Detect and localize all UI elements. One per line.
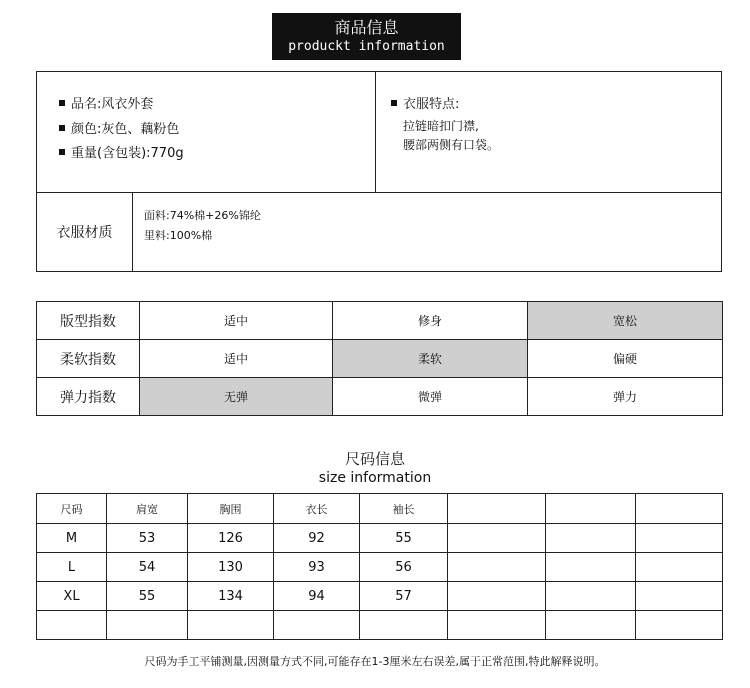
features-title: 衣服特点: xyxy=(391,97,459,113)
size-table-header xyxy=(37,494,723,524)
index-option: 适中 xyxy=(140,302,333,340)
index-option-selected: 宽松 xyxy=(528,302,723,340)
size-header-cell: 衣长 xyxy=(274,494,360,524)
divider xyxy=(375,72,376,192)
bullet-icon xyxy=(59,149,65,155)
size-cell xyxy=(546,611,636,640)
size-cell: 56 xyxy=(360,553,448,582)
size-cell xyxy=(448,582,546,611)
info-bullet-color: 颜色:灰色、藕粉色 xyxy=(59,122,179,138)
header-title-cn: 商品信息 xyxy=(334,18,399,37)
size-title-cn: 尺码信息 xyxy=(344,450,405,468)
index-option: 适中 xyxy=(140,340,333,378)
size-cell: 93 xyxy=(274,553,360,582)
product-info-box xyxy=(36,71,722,272)
table-row xyxy=(37,524,723,553)
size-header-cell xyxy=(546,494,636,524)
size-cell xyxy=(546,553,636,582)
size-cell: 55 xyxy=(107,582,188,611)
material-label: 衣服材质 xyxy=(56,225,113,241)
bullet-icon xyxy=(59,100,65,106)
info-bullet-name: 品名:风衣外套 xyxy=(59,97,153,113)
table-row xyxy=(37,582,723,611)
index-row-label: 版型指数 xyxy=(37,302,140,340)
material-line: 里料:100%棉 xyxy=(144,229,213,242)
size-cell: M xyxy=(37,524,107,553)
size-cell: 54 xyxy=(107,553,188,582)
size-header-cell xyxy=(636,494,723,524)
index-row xyxy=(37,378,723,416)
index-option-selected: 柔软 xyxy=(333,340,528,378)
size-cell xyxy=(107,611,188,640)
material-line: 面料:74%棉+26%锦纶 xyxy=(144,209,261,222)
header-title-en: produckt information xyxy=(288,39,445,54)
size-cell xyxy=(636,553,723,582)
size-cell xyxy=(546,582,636,611)
size-cell xyxy=(448,611,546,640)
size-header-cell: 袖长 xyxy=(360,494,448,524)
size-header-cell: 胸围 xyxy=(188,494,274,524)
size-cell xyxy=(448,524,546,553)
size-cell: XL xyxy=(37,582,107,611)
section-header xyxy=(272,13,461,60)
index-option-selected: 无弹 xyxy=(140,378,333,416)
size-cell xyxy=(636,524,723,553)
size-cell xyxy=(360,611,448,640)
size-cell: 130 xyxy=(188,553,274,582)
index-row xyxy=(37,302,723,340)
index-option: 微弹 xyxy=(333,378,528,416)
index-option: 偏硬 xyxy=(528,340,723,378)
size-header-cell xyxy=(448,494,546,524)
size-cell: 92 xyxy=(274,524,360,553)
size-cell: 57 xyxy=(360,582,448,611)
index-row xyxy=(37,340,723,378)
index-option: 修身 xyxy=(333,302,528,340)
size-header-cell: 尺码 xyxy=(37,494,107,524)
size-cell: 126 xyxy=(188,524,274,553)
index-row-label: 弹力指数 xyxy=(37,378,140,416)
size-cell: 53 xyxy=(107,524,188,553)
size-cell xyxy=(188,611,274,640)
measurement-note: 尺码为手工平铺测量,因测量方式不同,可能存在1-3厘米左右误差,属于正常范围,特此解释说明。 xyxy=(144,655,606,668)
feature-line: 拉链暗扣门襟, xyxy=(403,119,479,133)
size-cell xyxy=(546,524,636,553)
table-row xyxy=(37,553,723,582)
size-cell: 134 xyxy=(188,582,274,611)
size-cell xyxy=(448,553,546,582)
size-cell xyxy=(274,611,360,640)
size-cell xyxy=(636,582,723,611)
size-table xyxy=(36,493,723,640)
size-cell: 55 xyxy=(360,524,448,553)
fit-index-table xyxy=(36,301,723,416)
size-cell xyxy=(636,611,723,640)
size-header-cell: 肩宽 xyxy=(107,494,188,524)
size-cell: L xyxy=(37,553,107,582)
size-cell: 94 xyxy=(274,582,360,611)
size-section-title xyxy=(300,450,450,487)
bullet-icon xyxy=(59,125,65,131)
size-title-en: size information xyxy=(318,470,432,486)
feature-line: 腰部两侧有口袋。 xyxy=(403,138,500,152)
table-row xyxy=(37,611,723,640)
bullet-icon xyxy=(391,100,397,106)
divider xyxy=(37,192,721,193)
size-cell xyxy=(37,611,107,640)
info-bullet-weight: 重量(含包装):770g xyxy=(59,146,184,162)
index-option: 弹力 xyxy=(528,378,723,416)
divider xyxy=(132,192,133,272)
index-row-label: 柔软指数 xyxy=(37,340,140,378)
